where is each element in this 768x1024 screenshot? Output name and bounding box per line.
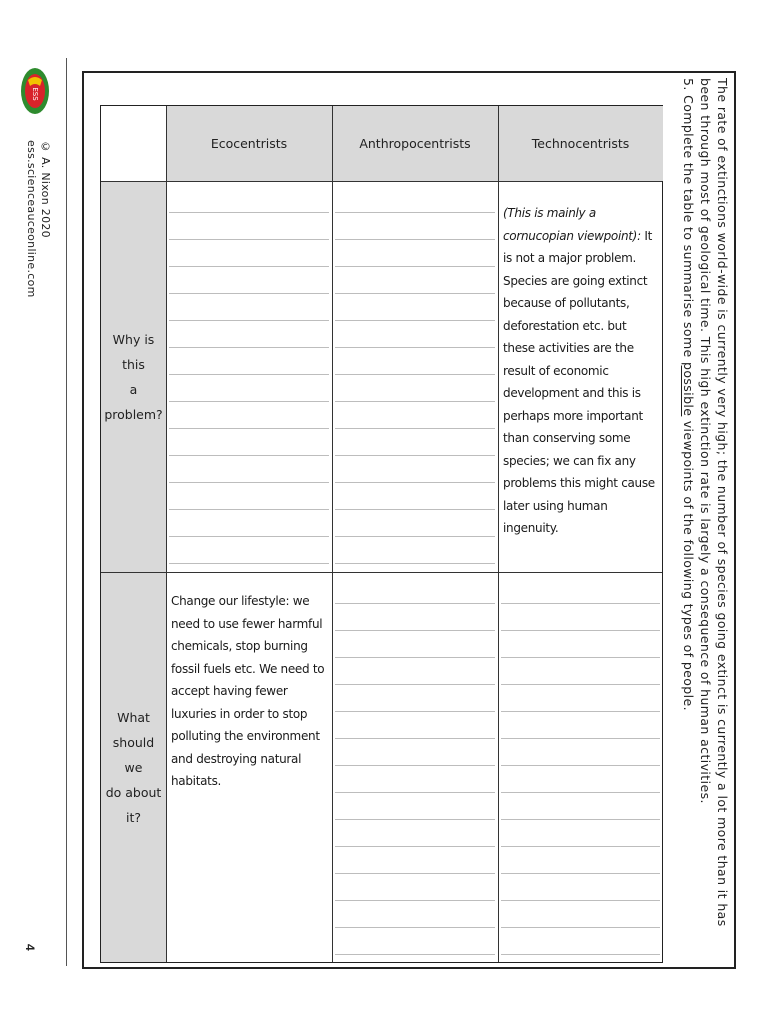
margin-divider (66, 58, 67, 966)
copyright-text: © A. Nixon 2020 (39, 140, 52, 238)
viewpoints-table (100, 105, 663, 963)
credit-block (24, 140, 52, 298)
instructions-intro: The rate of extinctions world-wide is currently very high; the number of species going extinct is currently a lot more than it has been through most of geological time. This high extinction rate is largely a consequence of human activities. (698, 78, 730, 927)
page-number: 4 (23, 944, 37, 951)
writing-lines-anthro-action[interactable] (335, 572, 495, 962)
instructions (667, 78, 731, 958)
column-header-technocentrists: Technocentrists (498, 106, 663, 181)
row-header-problem: Why is this a problem? (101, 181, 166, 572)
ess-logo (20, 66, 50, 116)
instructions-task: 5. Complete the table to summarise some possible viewpoints of the following types of people. (681, 78, 696, 711)
column-header-anthropocentrists: Anthropocentrists (332, 106, 498, 181)
writing-lines-techno-action[interactable] (501, 572, 660, 962)
column-header-ecocentrists: Ecocentrists (166, 106, 332, 181)
logo-text: ESS (31, 87, 39, 101)
answer-techno-problem: (This is mainly a cornucopian viewpoint): It is not a major problem. Species are going extinct because of pollutants, deforestation etc. but these activities are the result of economic development and this is perhaps more important than conserving some species; we can fix any problems this might cause later using human ingenuity. (503, 206, 655, 535)
row-header-action: What should we do about it? (101, 572, 166, 962)
writing-lines-eco-problem[interactable] (169, 181, 329, 572)
corner-cell (101, 106, 166, 181)
writing-lines-anthro-problem[interactable] (335, 181, 495, 572)
underlined-word: possible (681, 362, 696, 417)
website-text: ess.scienceauceonline.com (25, 140, 38, 298)
answer-eco-action: Change our lifestyle: we need to use fewer harmful chemicals, stop burning fossil fuels etc. We need to accept having fewer luxuries in order to stop polluting the environment and destroying natural habitats. (171, 594, 325, 788)
